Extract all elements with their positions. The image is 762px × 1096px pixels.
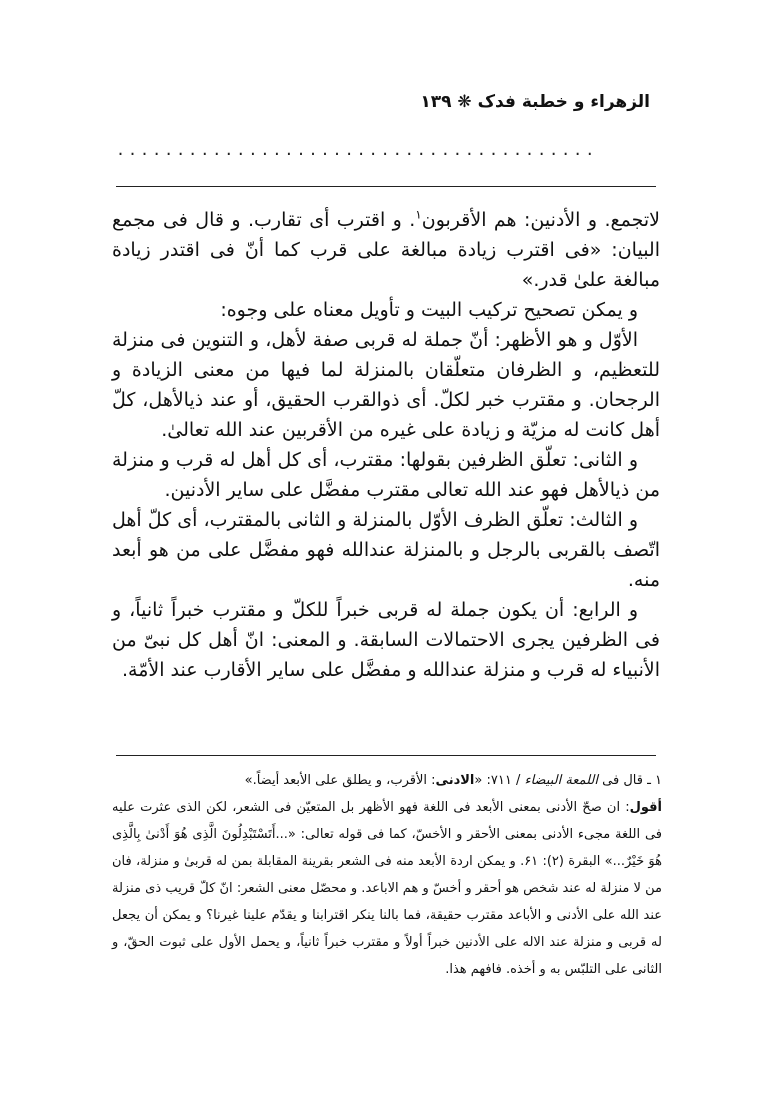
- running-header: الزهراء و خطبة فدک ❋ ۱۳۹: [420, 92, 650, 112]
- footnote-1-source: اللمعة البیضاء: [524, 773, 598, 788]
- footnote-commentary: [112, 794, 662, 983]
- paragraph-1: [112, 205, 660, 295]
- footnote-1-prefix: ۱ ـ قال فی: [598, 773, 662, 788]
- footnote-1: [112, 767, 662, 794]
- footnote-1-text: : الأقرب، و یطلق علی الأبعد أیضاً.»: [244, 773, 436, 788]
- dotted-divider: ........................................: [116, 141, 598, 159]
- aqul-label: أقول: [629, 800, 662, 815]
- aqul-text: : ان صحّ الأدنی بمعنی الأبعد فی اللغة فهو الأظهر بل المتعیّن فی الشعر، لکن الذی عثرت علیه فی اللغة مجیء الأدنی بمعنی الأحقر و الأخسّ، کما فی قوله تعالی: «...أَتَسْتَبْدِلُونَ الَّذِی هُوَ أَدْنیٰ بِالَّذِی هُوَ خَیْرٌ...» البقرة (۲): ۶۱. و یمکن اردة الأبعد منه فی الشعر بقرینة المقابلة بمن له قربیٰ و منزلة، فان من لا منزلة له عند شخص هو أحقر و أخسّ و هم الاباعد. و محصّل معنی الشعر: انّ کلّ قریب ذی منزلة عند الله علی الأدنی و الأباعد مقترب حقیقة، فما بالنا ینکر اقترابنا و یقدّم علینا غیرنا؟ و یمکن أن یجعل له قربی و منزلة عند الاله علی الأدنین خبراً أولاً و مقترب خبراً ثانیاً، و یحمل الأول علی ثبوت الحقّ، و الثانی علی التلبّس به و أخذه. فافهم هذا.: [112, 800, 662, 977]
- paragraph-6: و الرابع: أن یکون جملة له قربی خبراً للکلّ و مقترب خبراً ثانیاً، و فی الظرفین یجری الاحتمالات السابقة. و المعنی: انّ أهل کل نبیّ من الأنبیاء له قرب و منزلة عندالله و مفضَّل علی سایر الأقارب عند الأمّة.: [112, 599, 660, 681]
- paragraph-5: و الثالث: تعلّق الظرف الأوّل بالمنزلة و الثانی بالمقترب، أی کلّ أهل اتّصف بالقربی بالرجل و بالمنزلة عندالله فهو مفضَّل علی من هو أبعد منه.: [112, 509, 660, 591]
- paragraph-1-start: لاتجمع. و الأدنین: هم الأقربون: [421, 209, 660, 231]
- paragraph-3: الأوّل و هو الأظهر: أنّ جملة له قربی صفة لأهل، و التنوین فی منزلة للتعظیم، و الظرفان متعلّقان بالمنزلة لما فیها من معنی الزیادة و الرجحان. و مقترب خبر لکلّ. أی ذوالقرب الحقیق، أو عند ذیالأهل، کلّ أهل کانت له مزیّة و زیادة علی غیره من الأقربین عند الله تعالیٰ.: [112, 329, 660, 441]
- header-rule: [116, 186, 656, 187]
- paragraph-1-rest: . و اقترب أی تقارب. و قال فی مجمع البیان: «فی اقترب زیادة مبالغة علی قرب کما أنّ فی اقتدر زیادة مبالغة علیٰ قدر.»: [112, 209, 660, 291]
- paragraph-2: و یمکن تصحیح ترکیب البیت و تأویل معناه علی وجوه:: [220, 299, 638, 321]
- footnote-rule: [116, 755, 656, 756]
- footnote-1-term: الادنی: [435, 773, 475, 788]
- footnotes: [112, 767, 662, 983]
- footnote-marker: ۱: [415, 207, 422, 222]
- footnote-1-ref: / ۷۱۱: «: [474, 773, 525, 788]
- main-text: [112, 205, 660, 685]
- paragraph-4: و الثانی: تعلّق الظرفین بقولها: مقترب، أی کل أهل له قرب و منزلة من ذیالأهل فهو عند الله تعالی مقترب مفضَّل علی سایر الأدنین.: [112, 449, 660, 501]
